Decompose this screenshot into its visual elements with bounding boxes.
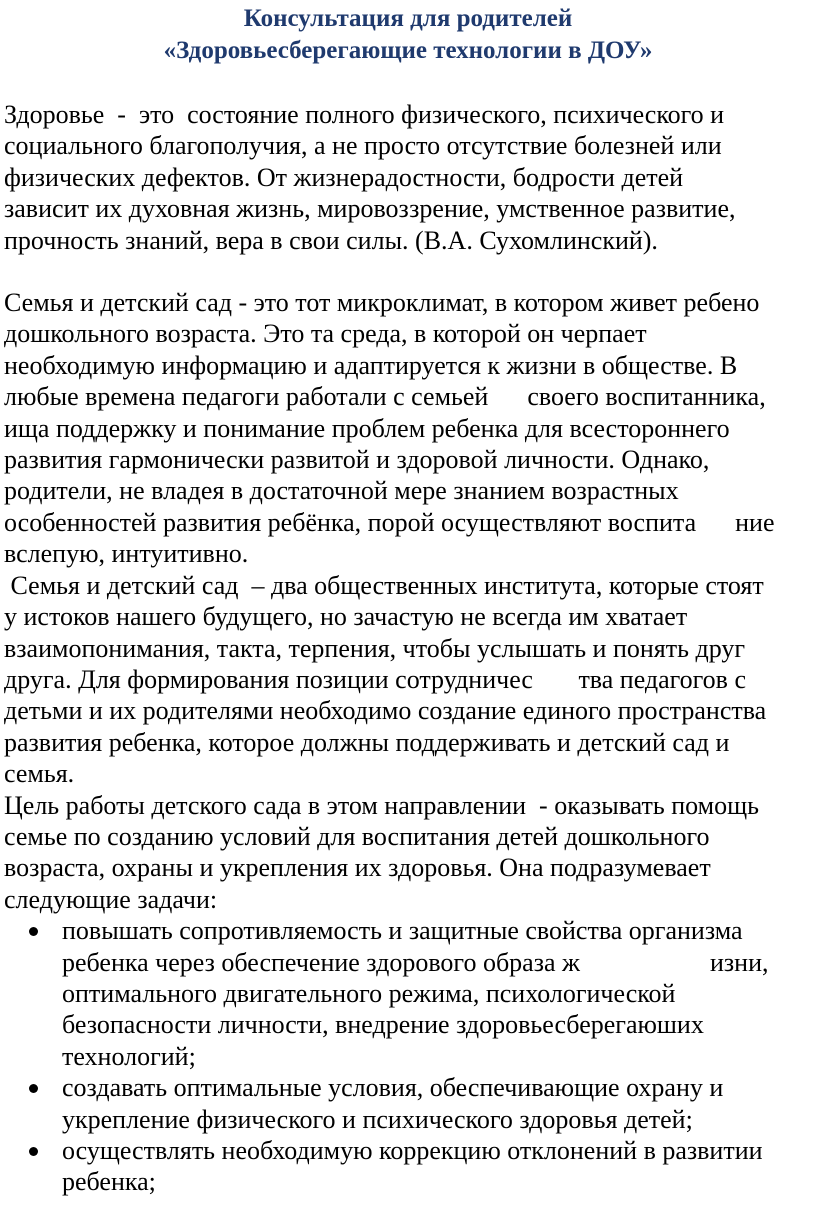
paragraph-goal [0, 790, 816, 916]
list-item [0, 1072, 816, 1135]
text-line: зависит их духовная жизнь, мировоззрение, умственное развитие, [4, 194, 736, 224]
text-line: особенностей развития ребёнка, порой осуществляют воспита ние [4, 507, 775, 537]
text-line: возраста, охраны и укрепления их здоровья. Она подразумевает [4, 853, 711, 883]
text-line: родители, не владея в достаточной мере знанием возрастных [4, 476, 679, 506]
text-line: ребенка через обеспечение здорового образа ж изни, [62, 947, 769, 977]
paragraph-two-institutions [0, 570, 816, 790]
paragraph-spacer [0, 256, 816, 287]
text-line: прочность знаний, вера в свои силы. (В.А. Сухомлинский). [4, 225, 658, 255]
title-line: Консультация для родителей [243, 5, 573, 32]
text-line: развития гармонически развитой и здоровой личности. Однако, [4, 445, 710, 475]
list-item [0, 1135, 816, 1198]
tasks-list [0, 915, 816, 1198]
paragraph-family-kindergarten [0, 287, 816, 570]
list-item [0, 915, 816, 1072]
bullet-icon [29, 927, 38, 936]
text-line: вслепую, интуитивно. [4, 539, 249, 569]
bullet-icon [29, 1147, 38, 1156]
text-line: семья. [4, 759, 75, 789]
text-line: социального благополучия, а не просто отсутствие болезней или [4, 131, 722, 161]
text-line: Семья и детский сад – два общественных института, которые стоят [4, 570, 764, 600]
text-line: повышать сопротивляемость и защитные свойства организма [62, 916, 743, 946]
paragraph-health-definition [0, 99, 816, 256]
text-line: оптимального двигательного режима, психологической [62, 978, 676, 1008]
text-line: Цель работы детского сада в этом направлении - оказывать помощь [4, 790, 760, 820]
text-line: семье по созданию условий для воспитания детей дошкольного [4, 821, 710, 851]
text-line: физических дефектов. От жизнерадостности, бодрости детей [4, 162, 684, 192]
bullet-icon [29, 1084, 38, 1093]
document-body [0, 99, 816, 1198]
document-title [0, 0, 816, 67]
text-line: взаимопонимания, такта, терпения, чтобы услышать и понять друг [4, 633, 746, 663]
text-line: следующие задачи: [4, 884, 218, 914]
text-line: Здоровье - это состояние полного физического, психического и [4, 100, 725, 129]
title-line: «Здоровьесберегающие технологии в ДОУ» [163, 37, 653, 64]
text-line: создавать оптимальные условия, обеспечивающие охрану и [62, 1073, 724, 1103]
text-line: технологий; [62, 1041, 196, 1071]
text-line: осуществлять необходимую коррекцию отклонений в развитии [62, 1136, 763, 1165]
text-line: ребенка; [62, 1167, 156, 1197]
text-line: Семья и детский сад - это тот микроклимат, в котором живет ребено [4, 288, 760, 318]
text-line: безопасности личности, внедрение здоровьесберегаюших [62, 1010, 704, 1040]
text-line: друга. Для формирования позиции сотрудничес тва педагогов с [4, 664, 747, 694]
text-line: ища поддержку и понимание проблем ребенка для всестороннего [4, 413, 730, 443]
text-line: необходимую информацию и адаптируется к жизни в обществе. В [4, 350, 738, 380]
text-line: любые времена педагоги работали с семьей своего воспитанника, [4, 382, 766, 412]
text-line: развития ребенка, которое должны поддерживать и детский сад и [4, 727, 730, 757]
text-line: у истоков нашего будущего, но зачастую не всегда им хватает [4, 602, 688, 632]
text-line: детьми и их родителями необходимо создание единого пространства [4, 696, 767, 726]
text-line: дошкольного возраста. Это та среда, в которой он черпает [4, 319, 647, 349]
text-line: укрепление физического и психического здоровья детей; [62, 1104, 693, 1134]
